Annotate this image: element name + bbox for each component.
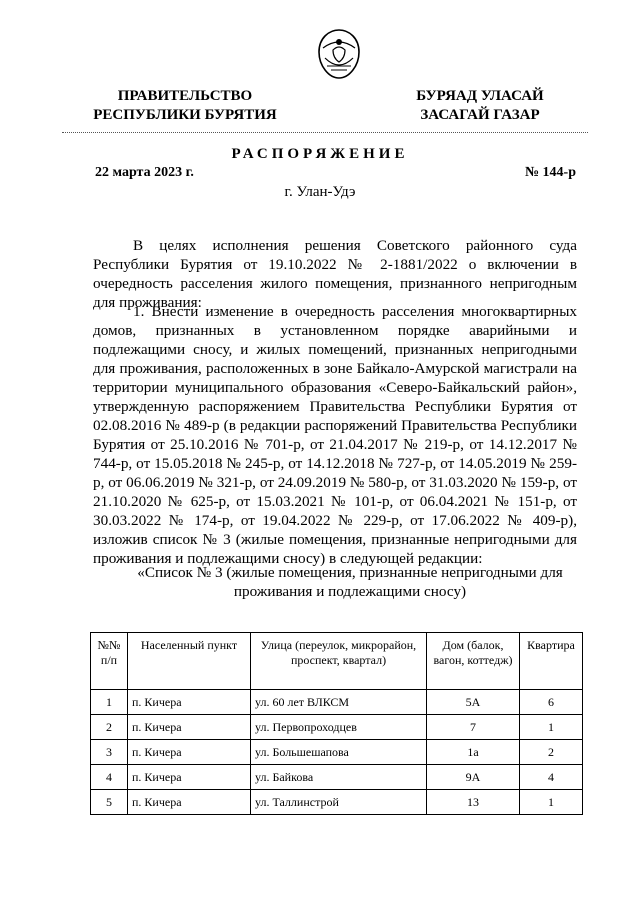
cell-settlement: п. Кичера (128, 765, 251, 790)
cell-number: 4 (91, 765, 128, 790)
cell-settlement: п. Кичера (128, 740, 251, 765)
list-title: «Список № 3 (жилые помещения, признанные непригодными для проживания и подлежащими сносу) (137, 564, 563, 600)
cell-apartment: 4 (520, 765, 583, 790)
government-name-buryat (390, 87, 570, 125)
table-row (91, 765, 583, 790)
cell-street: ул. Первопроходцев (251, 715, 427, 740)
cell-number: 5 (91, 790, 128, 815)
org-line: РЕСПУБЛИКИ БУРЯТИЯ (93, 107, 277, 123)
cell-apartment: 2 (520, 740, 583, 765)
cell-street: ул. 60 лет ВЛКСМ (251, 690, 427, 715)
cell-settlement: п. Кичера (128, 690, 251, 715)
clause-1-paragraph: 1. Внести изменение в очередность расселения многоквартирных домов, признанных в установленном порядке аварийными и подлежащими сносу, и жилых помещений, признанных непригодными для проживания, расположенных в зоне Байкало-Амурской магистрали на территории муниципального образования «Северо-Байкальский район», утвержденную распоряжением Правительства Республики Бурятия от 02.08.2016 № 489-р (в редакции распоряжений Правительства Республики Бурятия от 25.10.2016 № 701-р, от 21.04.2017 № 219-р, от 14.12.2017 № 744-р, от 15.05.2018 № 245-р, от 14.12.2018 № 727-р, от 14.05.2019 № 259-р, от 06.06.2019 № 321-р, от 24.09.2019 № 580-р, от 31.03.2020 № 159-р, от 21.10.2020 № 625-р, от 15.03.2021 № 101-р, от 06.04.2021 № 151-р, от 30.03.2022 № 174-р, от 19.04.2022 № 229-р, от 17.06.2022 № 409-р), изложив список № 3 (жилые помещения, признанные непригодными для проживания и подлежащими сносу) в следующей редакции: (93, 303, 577, 567)
cell-settlement: п. Кичера (128, 715, 251, 740)
cell-house: 1а (427, 740, 520, 765)
cell-house: 7 (427, 715, 520, 740)
org-line: БУРЯАД УЛАСАЙ (416, 88, 544, 104)
cell-apartment: 1 (520, 790, 583, 815)
table-row (91, 740, 583, 765)
header-settlement: Населенный пункт (128, 633, 251, 690)
emblem-of-buryatia-icon (315, 28, 363, 80)
cell-apartment: 1 (520, 715, 583, 740)
cell-street: ул. Таллинстрой (251, 790, 427, 815)
cell-number: 2 (91, 715, 128, 740)
cell-street: ул. Байкова (251, 765, 427, 790)
cell-number: 1 (91, 690, 128, 715)
cell-house: 5А (427, 690, 520, 715)
document-city: г. Улан-Удэ (284, 184, 356, 200)
cell-house: 13 (427, 790, 520, 815)
table-row (91, 690, 583, 715)
header-number: №№ п/п (91, 633, 128, 690)
government-name-russian (85, 87, 285, 125)
document-number: № 144-р (524, 165, 576, 180)
cell-settlement: п. Кичера (128, 790, 251, 815)
header-apartment: Квартира (520, 633, 583, 690)
header-street: Улица (переулок, микрорайон, проспект, квартал) (251, 633, 427, 690)
table-header-row (91, 633, 583, 690)
header-divider (62, 132, 588, 133)
org-line: ЗАСАГАЙ ГАЗАР (420, 107, 540, 123)
document-date: 22 марта 2023 г. (95, 165, 194, 180)
housing-list-table (90, 632, 583, 815)
table-row (91, 790, 583, 815)
cell-number: 3 (91, 740, 128, 765)
header-house: Дом (балок, вагон, коттедж) (427, 633, 520, 690)
cell-street: ул. Большешапова (251, 740, 427, 765)
preamble-paragraph: В целях исполнения решения Советского районного суда Республики Бурятия от 19.10.2022 № 2-1881/2022 о включении в очередность расселения жилого помещения, признанного непригодным для проживания: (93, 237, 577, 311)
org-line: ПРАВИТЕЛЬСТВО (117, 88, 253, 104)
table-row (91, 715, 583, 740)
cell-apartment: 6 (520, 690, 583, 715)
document-title: РАСПОРЯЖЕНИЕ (231, 146, 409, 162)
cell-house: 9А (427, 765, 520, 790)
